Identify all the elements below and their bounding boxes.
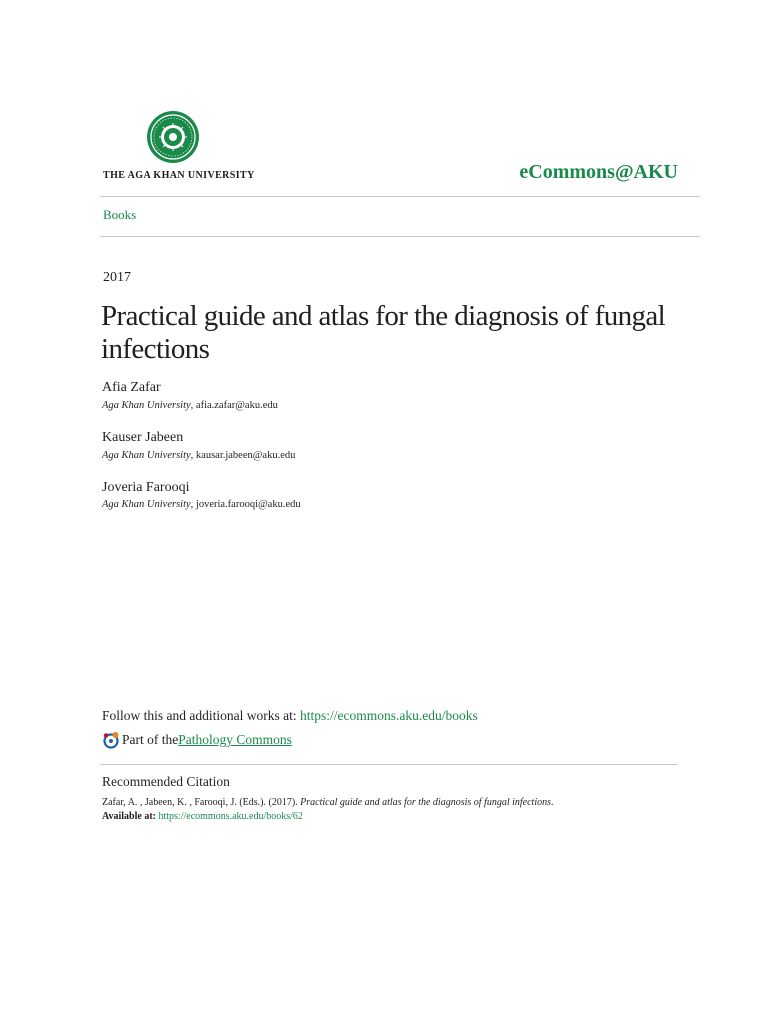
author-name: Kauser Jabeen <box>102 430 184 445</box>
author-email: , kausar.jabeen@aku.edu <box>190 450 296 461</box>
author-institution: Aga Khan University <box>102 450 191 461</box>
ecommons-home-link[interactable]: eCommons@AKU <box>519 161 678 183</box>
citation-prefix: Zafar, A. , Jabeen, K. , Farooqi, J. (Eds.). (2017). <box>102 797 301 808</box>
divider-collection <box>100 236 700 237</box>
author-email: , joveria.farooqi@aku.edu <box>190 499 301 510</box>
citation-suffix: . <box>551 797 554 808</box>
follow-text: Follow this and additional works at: <box>102 708 300 723</box>
author-institution: Aga Khan University <box>102 400 191 411</box>
network-commons-icon <box>102 731 120 749</box>
author-institution: Aga Khan University <box>102 499 191 510</box>
pathology-commons-link[interactable]: Pathology Commons <box>178 732 292 747</box>
author-name: Joveria Farooqi <box>102 480 190 495</box>
aga-khan-university-emblem-icon <box>146 110 200 164</box>
available-at-label: Available at: <box>102 811 159 822</box>
part-of-line <box>102 731 292 749</box>
item-url-link[interactable]: https://ecommons.aku.edu/books/62 <box>158 811 303 822</box>
citation-text <box>102 796 554 824</box>
publication-year: 2017 <box>103 270 131 285</box>
follow-works-line <box>102 708 478 724</box>
author-affiliation <box>102 499 301 510</box>
author-email: , afia.zafar@aku.edu <box>190 400 278 411</box>
divider-citation <box>100 764 678 765</box>
citation-title: Practical guide and atlas for the diagnosis of fungal infections <box>300 797 551 808</box>
collection-link-books[interactable]: Books <box>103 207 137 222</box>
author-affiliation <box>102 450 295 461</box>
collection-url-link[interactable]: https://ecommons.aku.edu/books <box>300 708 478 723</box>
part-of-text: Part of the <box>122 732 179 747</box>
university-name: THE AGA KHAN UNIVERSITY <box>103 170 255 181</box>
divider-top <box>100 196 700 197</box>
document-title: Practical guide and atlas for the diagnosis of fungal infections <box>101 300 666 365</box>
author-affiliation <box>102 400 278 411</box>
author-name: Afia Zafar <box>102 380 161 395</box>
recommended-citation-heading: Recommended Citation <box>102 774 230 789</box>
